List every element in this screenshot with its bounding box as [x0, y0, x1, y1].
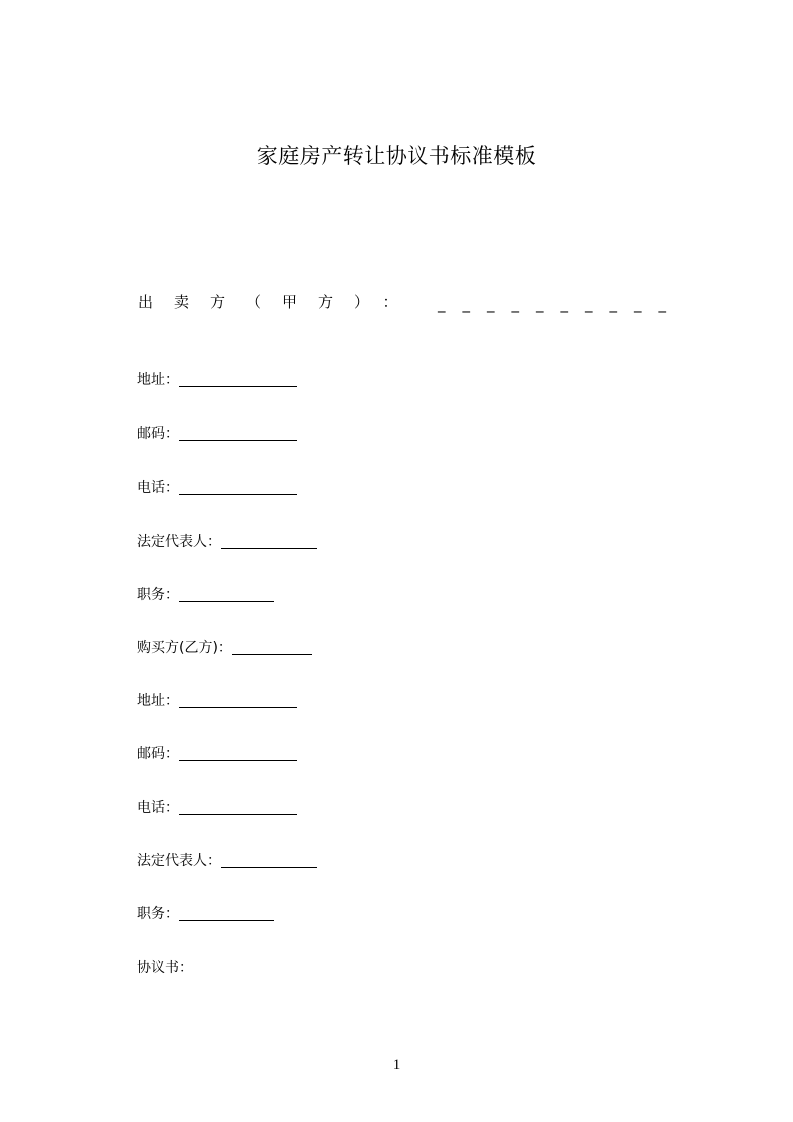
seller-address-field — [137, 369, 297, 391]
field-blank — [179, 798, 297, 815]
field-label: 协议书： — [137, 960, 193, 976]
seller-postcode-field — [137, 423, 297, 445]
field-blank — [179, 478, 297, 495]
field-blank — [179, 370, 297, 387]
seller-phone-field — [137, 477, 297, 499]
document-title: 家庭房产转让协议书标准模板 — [256, 144, 537, 168]
field-label: 电话： — [137, 800, 179, 816]
seller-position-field — [137, 584, 274, 606]
buyer-address-field — [137, 690, 297, 712]
field-blank — [232, 638, 312, 655]
field-blank — [221, 851, 317, 868]
seller-line — [138, 290, 708, 314]
field-label: 法定代表人： — [137, 534, 221, 550]
buyer-position-field — [137, 903, 274, 925]
seller-label: 出卖方（甲方）： — [138, 293, 419, 311]
field-label: 购买方(乙方)： — [137, 640, 232, 656]
field-blank — [179, 585, 274, 602]
buyer-phone-field — [137, 797, 297, 819]
field-label: 电话： — [137, 480, 179, 496]
agreement-heading — [137, 957, 193, 979]
field-blank — [179, 744, 297, 761]
seller-representative-field — [137, 531, 317, 553]
buyer-representative-field — [137, 850, 317, 872]
seller-blank: __________ — [438, 295, 683, 313]
field-blank — [179, 691, 297, 708]
field-blank — [179, 424, 297, 441]
buyer-field — [137, 637, 312, 659]
field-blank — [179, 904, 274, 921]
field-label: 职务： — [137, 587, 179, 603]
buyer-postcode-field — [137, 743, 297, 765]
field-blank — [221, 532, 317, 549]
page-number: 1 — [392, 1057, 401, 1073]
field-label: 地址： — [137, 372, 179, 388]
field-label: 邮码： — [137, 426, 179, 442]
field-label: 法定代表人： — [137, 853, 221, 869]
field-label: 邮码： — [137, 746, 179, 762]
field-label: 职务： — [137, 906, 179, 922]
field-label: 地址： — [137, 693, 179, 709]
